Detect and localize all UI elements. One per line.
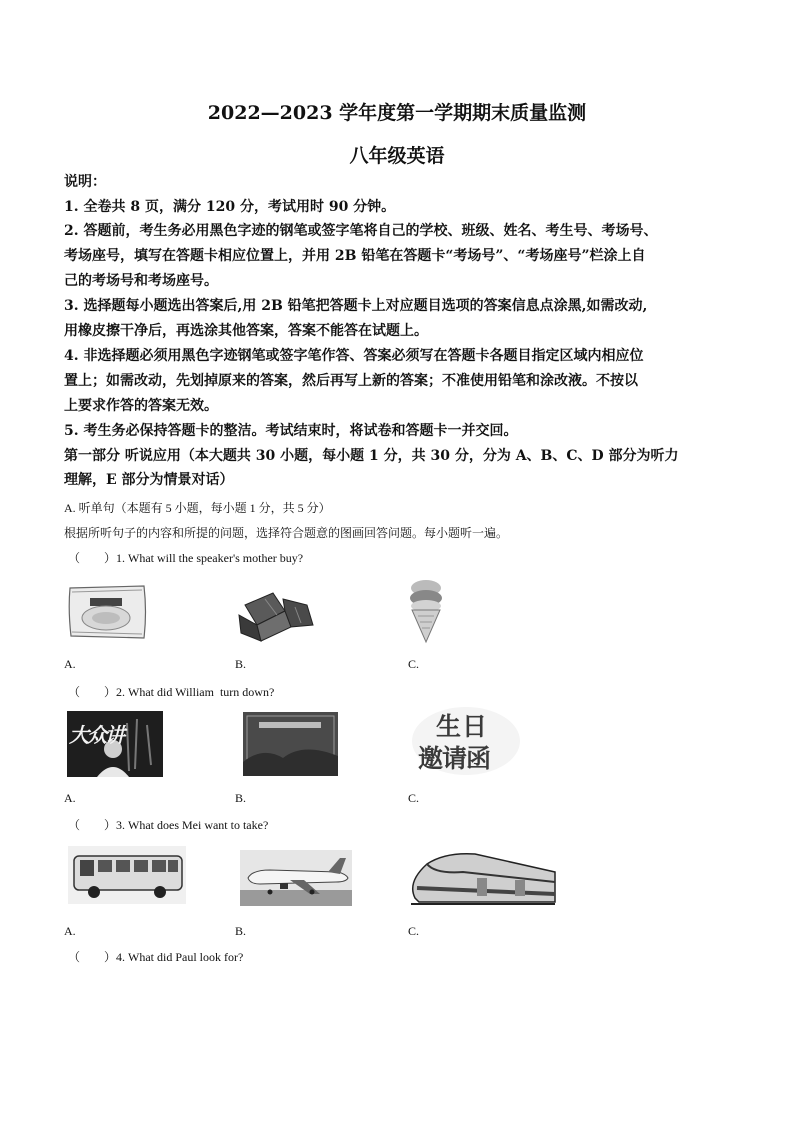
instruction-line: 2. 答题前，考生务必用黑色字迹的钢笔或签字笔将自己的学校、班级、姓名、考生号、考场号、 (64, 223, 658, 239)
instruction-line: 1. 全卷共 8 页，满分 120 分，考试用时 90 分钟。 (64, 199, 396, 215)
option-a-label: A. (64, 924, 76, 938)
option-a-label: A. (64, 657, 76, 671)
option-c-label: C. (408, 791, 420, 805)
instruction-line: 上要求作答的答案无效。 (64, 398, 218, 414)
option-a-label: A. (64, 791, 76, 805)
instruction-line: 4. 非选择题必须用黑色字迹钢笔或签字笔作答、答案必须写在答题卡各题目指定区域内相应位 (64, 348, 644, 364)
invitation-text-invitation: 邀请函 (418, 744, 491, 773)
option-c-label: C. (408, 657, 420, 671)
instruction-line: 用橡皮擦干净后，再选涂其他答案，答案不能答在试题上。 (64, 323, 428, 339)
instruction-line: 3. 选择题每小题选出答案后,用 2B 铅笔把答题卡上对应题目选项的答案信息点涂黑,如需改动, (64, 298, 648, 314)
question-4-stem: （ ）4. What did Paul look for? (68, 950, 244, 964)
exam-title: 2022—2023 学年度第一学期期末质量监测 (207, 102, 587, 124)
invitation-text-birthday: 生日 (436, 712, 489, 741)
instruction-line: 考场座号，填写在答题卡相应位置上，并用 2B 铅笔在答题卡“考场号”、“考场座号”栏涂上自 (64, 248, 646, 264)
instruction-line: 己的考场号和考场座号。 (64, 273, 218, 289)
instructions-heading: 说明： (64, 174, 106, 190)
part1-heading: 第一部分 听说应用（本大题共 30 小题，每小题 1 分，共 30 分，分为 A、B、C、D 部分为听力 (64, 448, 679, 464)
option-b-label: B. (235, 924, 247, 938)
instruction-line: 置上；如需改动，先划掉原来的答案，然后再写上新的答案；不准使用铅笔和涂改液。不按以 (64, 373, 638, 389)
question-2-stem: （ ）2. What did William turn down? (68, 685, 275, 699)
question-3-stem: （ ）3. What does Mei want to take? (68, 818, 269, 832)
airplane-image (240, 850, 352, 906)
theater-ticket-image (243, 712, 338, 776)
bus-image (68, 846, 186, 904)
lecture-poster-text: 大众讲 (69, 723, 123, 747)
question-1-stem: （ ）1. What will the speaker's mother buy? (68, 551, 304, 565)
section-a-title: A. 听单句（本题有 5 小题，每小题 1 分，共 5 分） (64, 501, 331, 515)
train-image (405, 846, 557, 908)
exam-subtitle: 八年级英语 (349, 145, 445, 167)
ice-cream-image (408, 578, 444, 644)
option-b-label: B. (235, 791, 247, 805)
option-c-label: C. (408, 924, 420, 938)
birthday-invitation-image (410, 705, 522, 777)
bread-bag-image (66, 580, 148, 642)
section-a-desc: 根据所听句子的内容和所提的问题，选择符合题意的图画回答问题。每小题听一遍。 (64, 526, 509, 540)
chocolate-image (235, 585, 317, 645)
option-b-label: B. (235, 657, 247, 671)
lecture-poster-image (67, 711, 163, 777)
instruction-line: 5. 考生务必保持答题卡的整洁。考试结束时，将试卷和答题卡一并交回。 (64, 423, 518, 439)
part1-heading-cont: 理解，E 部分为情景对话） (64, 472, 234, 488)
